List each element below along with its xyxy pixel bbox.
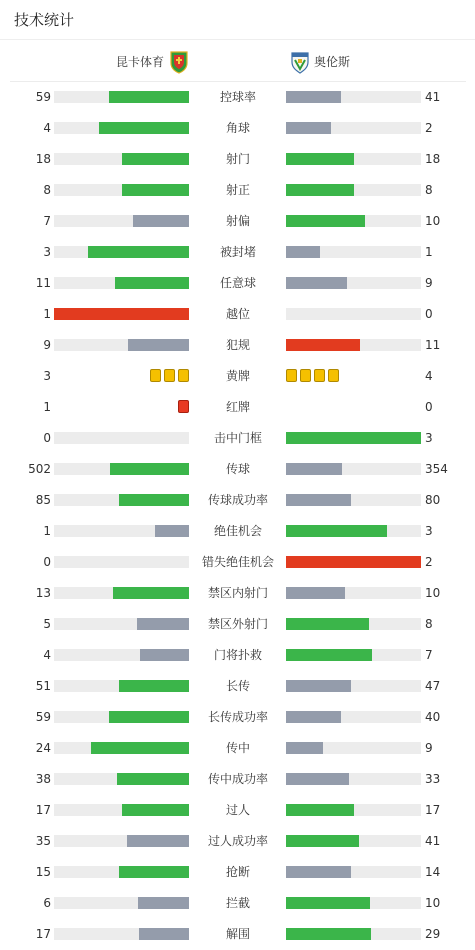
home-stat-bar-fill	[127, 835, 189, 847]
away-stat-bar-fill	[286, 556, 421, 568]
yellow-card-icon	[328, 369, 339, 382]
yellow-card-icon	[150, 369, 161, 382]
home-team-name: 昆卡体育	[115, 55, 164, 69]
home-stat-value: 1	[43, 400, 51, 414]
home-stat-value: 1	[43, 524, 51, 538]
away-stat-bar-fill	[286, 928, 371, 940]
stats-list	[0, 82, 475, 950]
stat-label: 绝佳机会	[213, 524, 262, 538]
home-stat-value: 5	[43, 617, 51, 631]
stat-label: 传球	[225, 462, 250, 476]
stat-row	[0, 330, 475, 361]
stat-label: 射偏	[225, 214, 250, 228]
away-stat-bar	[286, 91, 421, 103]
home-stat-bar	[54, 215, 189, 227]
home-stat-bar-fill	[138, 897, 189, 909]
away-stat-bar	[286, 835, 421, 847]
away-stat-bar-fill	[286, 525, 387, 537]
stat-label: 控球率	[219, 90, 256, 104]
stat-label: 过人	[225, 803, 250, 817]
home-stat-value: 8	[43, 183, 51, 197]
away-stat-value: 8	[425, 183, 433, 197]
stat-row	[0, 578, 475, 609]
home-stat-bar	[54, 432, 189, 444]
home-stat-value: 35	[35, 834, 51, 848]
away-stat-bar	[286, 339, 421, 351]
home-stat-value: 502	[28, 462, 51, 476]
stat-label: 传球成功率	[207, 493, 268, 507]
away-stat-bar	[286, 866, 421, 878]
stat-label: 解围	[225, 927, 250, 941]
home-stat-bar	[54, 494, 189, 506]
home-stat-value: 6	[43, 896, 51, 910]
away-stat-value: 17	[425, 803, 441, 817]
home-stat-bar	[54, 742, 189, 754]
away-stat-bar	[286, 153, 421, 165]
home-stat-bar-fill	[119, 494, 189, 506]
stat-label: 拦截	[225, 896, 250, 910]
stat-row	[0, 485, 475, 516]
away-stat-bar	[286, 587, 421, 599]
stat-row	[0, 82, 475, 113]
home-stat-bar-fill	[88, 246, 189, 258]
away-stat-bar	[286, 711, 421, 723]
away-stat-bar	[286, 184, 421, 196]
away-stat-value: 7	[425, 648, 433, 662]
away-stat-bar	[286, 463, 421, 475]
stat-row	[0, 268, 475, 299]
home-stat-value: 59	[35, 710, 51, 724]
home-team[interactable]	[116, 41, 188, 82]
home-stat-bar	[54, 525, 189, 537]
away-team[interactable]	[290, 41, 350, 82]
home-stat-value: 7	[43, 214, 51, 228]
away-stat-bar	[286, 215, 421, 227]
stat-label: 射正	[225, 183, 250, 197]
away-stat-value: 47	[425, 679, 441, 693]
home-stat-bar	[54, 308, 189, 320]
away-stat-value: 3	[425, 524, 433, 538]
away-stat-bar-fill	[286, 91, 341, 103]
away-stat-value: 41	[425, 834, 441, 848]
stat-row	[0, 733, 475, 764]
stat-label: 犯规	[225, 338, 250, 352]
home-stat-bar	[54, 463, 189, 475]
away-yellow-cards	[286, 369, 339, 382]
stat-label: 传中	[225, 741, 250, 755]
home-stat-value: 4	[43, 648, 51, 662]
stat-row	[0, 175, 475, 206]
home-stat-bar	[54, 711, 189, 723]
stat-row	[0, 640, 475, 671]
stat-row	[0, 547, 475, 578]
home-stat-value: 24	[35, 741, 51, 755]
away-stat-bar-fill	[286, 153, 354, 165]
home-stat-value: 17	[35, 927, 51, 941]
away-stat-value: 4	[425, 369, 433, 383]
away-stat-bar-fill	[286, 897, 370, 909]
stat-label: 任意球	[219, 276, 256, 290]
stat-row	[0, 671, 475, 702]
away-stat-bar-fill	[286, 494, 351, 506]
home-stat-value: 1	[43, 307, 51, 321]
home-stat-bar-fill	[137, 618, 189, 630]
home-stat-bar	[54, 804, 189, 816]
away-stat-bar	[286, 928, 421, 940]
away-stat-bar-fill	[286, 680, 351, 692]
stat-label: 击中门框	[213, 431, 262, 445]
stat-row	[0, 113, 475, 144]
away-stat-bar	[286, 804, 421, 816]
home-stat-bar	[54, 587, 189, 599]
away-stat-bar-fill	[286, 122, 331, 134]
home-stat-value: 17	[35, 803, 51, 817]
stat-label: 射门	[225, 152, 250, 166]
yellow-card-icon	[300, 369, 311, 382]
away-stat-value: 33	[425, 772, 441, 786]
home-stat-bar	[54, 246, 189, 258]
home-stat-bar-fill	[133, 215, 189, 227]
stat-row	[0, 919, 475, 950]
away-stat-value: 10	[425, 586, 441, 600]
away-stat-bar-fill	[286, 184, 354, 196]
away-team-crest-icon	[290, 50, 308, 74]
home-team-crest-icon	[170, 50, 188, 74]
away-stat-bar-fill	[286, 866, 351, 878]
away-stat-bar	[286, 742, 421, 754]
home-stat-value: 9	[43, 338, 51, 352]
stat-label: 越位	[225, 307, 250, 321]
home-stat-bar-fill	[109, 91, 189, 103]
home-stat-bar	[54, 649, 189, 661]
stat-label: 禁区外射门	[207, 617, 268, 631]
yellow-card-icon	[178, 369, 189, 382]
home-stat-value: 3	[43, 245, 51, 259]
home-stat-value: 85	[35, 493, 51, 507]
home-stat-value: 15	[35, 865, 51, 879]
home-stat-value: 0	[43, 431, 51, 445]
home-stat-bar	[54, 618, 189, 630]
away-stat-bar-fill	[286, 587, 345, 599]
away-stat-value: 11	[425, 338, 441, 352]
away-stat-value: 9	[425, 276, 433, 290]
away-stat-bar	[286, 525, 421, 537]
home-stat-value: 59	[35, 90, 51, 104]
home-stat-bar	[54, 773, 189, 785]
away-stat-value: 41	[425, 90, 441, 104]
home-stat-value: 3	[43, 369, 51, 383]
stat-row	[0, 299, 475, 330]
away-stat-bar-fill	[286, 711, 341, 723]
yellow-card-icon	[286, 369, 297, 382]
stat-label: 门将扑救	[213, 648, 262, 662]
home-stat-bar	[54, 556, 189, 568]
away-stat-bar-fill	[286, 804, 354, 816]
away-stat-value: 18	[425, 152, 441, 166]
away-stat-bar	[286, 246, 421, 258]
away-stat-value: 0	[425, 307, 433, 321]
stat-row	[0, 888, 475, 919]
away-team-name: 奥伦斯	[314, 55, 351, 69]
home-stat-value: 13	[35, 586, 51, 600]
home-stat-bar-fill	[128, 339, 189, 351]
stat-row	[0, 609, 475, 640]
teams-row	[10, 41, 466, 82]
red-card-icon	[178, 400, 189, 413]
stat-label: 错失绝佳机会	[201, 555, 274, 569]
away-stat-value: 2	[425, 121, 433, 135]
home-stat-bar-fill	[117, 773, 189, 785]
away-stat-bar	[286, 897, 421, 909]
stat-row	[0, 764, 475, 795]
away-stat-bar	[286, 432, 421, 444]
stat-row	[0, 826, 475, 857]
away-stat-bar	[286, 494, 421, 506]
away-stat-bar-fill	[286, 246, 320, 258]
away-stat-bar-fill	[286, 463, 342, 475]
away-stat-bar	[286, 773, 421, 785]
home-stat-value: 18	[35, 152, 51, 166]
home-stat-bar	[54, 91, 189, 103]
home-stat-bar-fill	[91, 742, 189, 754]
away-stat-value: 14	[425, 865, 441, 879]
away-stat-bar-fill	[286, 277, 347, 289]
home-stat-value: 0	[43, 555, 51, 569]
stat-label: 黄牌	[225, 369, 250, 383]
stat-label: 禁区内射门	[207, 586, 268, 600]
stat-row	[0, 144, 475, 175]
home-stat-bar-fill	[122, 804, 190, 816]
stat-row	[0, 206, 475, 237]
stat-label: 长传	[225, 679, 250, 693]
home-stat-bar	[54, 277, 189, 289]
away-stat-value: 10	[425, 214, 441, 228]
stat-row	[0, 702, 475, 733]
home-stat-bar-fill	[109, 711, 189, 723]
home-yellow-cards	[150, 369, 189, 382]
stat-row	[0, 361, 475, 392]
stat-label: 红牌	[225, 400, 250, 414]
home-stat-bar	[54, 866, 189, 878]
stat-label: 过人成功率	[207, 834, 268, 848]
stat-row	[0, 857, 475, 888]
home-stat-bar-fill	[110, 463, 189, 475]
away-stat-value: 10	[425, 896, 441, 910]
away-stat-bar-fill	[286, 432, 421, 444]
away-stat-bar-fill	[286, 835, 359, 847]
away-stat-bar-fill	[286, 773, 349, 785]
yellow-card-icon	[164, 369, 175, 382]
yellow-card-icon	[314, 369, 325, 382]
stat-label: 被封堵	[219, 245, 256, 259]
home-stat-value: 51	[35, 679, 51, 693]
away-stat-bar	[286, 649, 421, 661]
away-stat-value: 3	[425, 431, 433, 445]
stat-row	[0, 237, 475, 268]
away-stat-value: 2	[425, 555, 433, 569]
home-stat-bar-fill	[119, 866, 189, 878]
home-stat-bar	[54, 184, 189, 196]
home-stat-bar-fill	[122, 184, 190, 196]
home-stat-bar-fill	[113, 587, 189, 599]
home-stat-bar	[54, 928, 189, 940]
away-stat-value: 0	[425, 400, 433, 414]
away-stat-bar	[286, 556, 421, 568]
home-stat-bar-fill	[155, 525, 189, 537]
away-stat-value: 9	[425, 741, 433, 755]
away-stat-value: 29	[425, 927, 441, 941]
home-stat-value: 11	[35, 276, 51, 290]
stat-label: 抢断	[225, 865, 250, 879]
away-stat-bar	[286, 618, 421, 630]
away-stat-bar-fill	[286, 339, 360, 351]
home-stat-bar-fill	[115, 277, 189, 289]
stat-row	[0, 392, 475, 423]
stat-label: 长传成功率	[207, 710, 268, 724]
away-stat-bar	[286, 680, 421, 692]
away-stat-value: 1	[425, 245, 433, 259]
away-stat-value: 40	[425, 710, 441, 724]
away-stat-bar-fill	[286, 742, 323, 754]
stat-label: 传中成功率	[207, 772, 268, 786]
home-stat-bar	[54, 680, 189, 692]
home-stat-bar-fill	[139, 928, 189, 940]
away-stat-bar-fill	[286, 649, 372, 661]
home-stat-bar	[54, 153, 189, 165]
home-stat-bar-fill	[119, 680, 189, 692]
stat-row	[0, 423, 475, 454]
home-stat-bar-fill	[140, 649, 189, 661]
home-stat-bar	[54, 835, 189, 847]
away-stat-bar	[286, 122, 421, 134]
home-stat-bar-fill	[54, 308, 189, 320]
stat-row	[0, 516, 475, 547]
away-stat-bar	[286, 308, 421, 320]
stat-label: 角球	[225, 121, 250, 135]
home-stat-value: 4	[43, 121, 51, 135]
away-stat-bar	[286, 277, 421, 289]
home-stat-bar	[54, 339, 189, 351]
away-stat-value: 8	[425, 617, 433, 631]
away-stat-value: 80	[425, 493, 441, 507]
away-stat-bar-fill	[286, 618, 369, 630]
stat-row	[0, 795, 475, 826]
home-stat-bar	[54, 122, 189, 134]
home-stat-bar-fill	[99, 122, 189, 134]
home-stat-bar-fill	[122, 153, 190, 165]
away-stat-value: 354	[425, 462, 448, 476]
home-stat-value: 38	[35, 772, 51, 786]
away-stat-bar-fill	[286, 215, 365, 227]
stat-row	[0, 454, 475, 485]
home-stat-bar	[54, 897, 189, 909]
page-title: 技术统计	[14, 11, 75, 29]
home-red-cards	[178, 400, 189, 413]
stats-header	[0, 0, 475, 40]
